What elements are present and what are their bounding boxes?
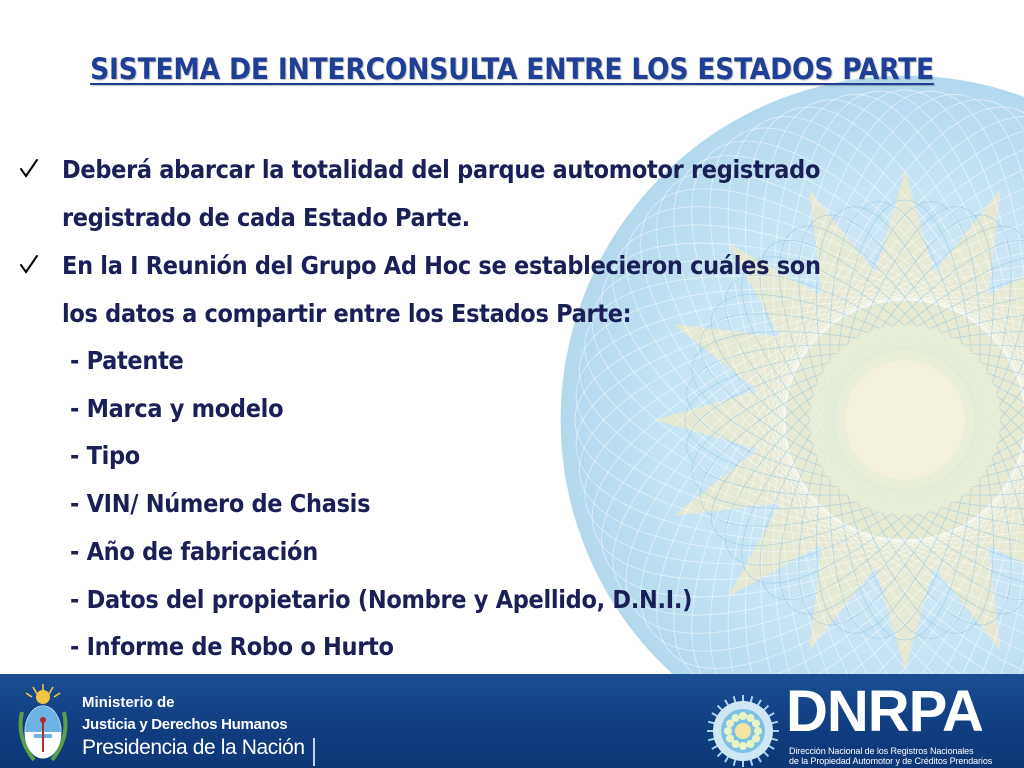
dnrpa-subtitle-line-2: de la Propiedad Automotor y de Créditos Prendarios: [789, 756, 993, 766]
bullet-1-line-2: registrado de cada Estado Parte.: [62, 203, 470, 232]
presidencia-label: Presidencia de la Nación: [82, 736, 305, 759]
footer-band: [0, 674, 1024, 768]
sun-emblem-icon: [706, 694, 780, 768]
slide-title: SISTEMA DE INTERCONSULTA ENTRE LOS ESTADOS PARTE: [90, 52, 934, 86]
ministry-label-line-1: Ministerio de: [82, 694, 175, 711]
bullet-1-line-1: Deberá abarcar la totalidad del parque automotor registrado: [62, 155, 821, 184]
ministry-label-line-2: Justicia y Derechos Humanos: [82, 716, 288, 733]
bullet-2-line-2: los datos a compartir entre los Estados Parte:: [62, 299, 632, 328]
data-item-propietario: - Datos del propietario (Nombre y Apellido, D.N.I.): [70, 585, 693, 614]
data-item-anio: - Año de fabricación: [70, 537, 318, 566]
data-item-vin: - VIN/ Número de Chasis: [70, 489, 371, 518]
data-item-patente: - Patente: [70, 346, 184, 375]
argentina-coat-of-arms-icon: [14, 682, 72, 766]
checkmark-icon: [18, 253, 40, 277]
data-item-robo: - Informe de Robo o Hurto: [70, 632, 394, 661]
dnrpa-subtitle-line-1: Dirección Nacional de los Registros Nacionales: [789, 746, 974, 756]
dnrpa-logo-wordmark: DNRPA: [786, 679, 983, 744]
bullet-2-line-1: En la I Reunión del Grupo Ad Hoc se establecieron cuáles son: [62, 251, 821, 280]
data-item-marca: - Marca y modelo: [70, 394, 284, 423]
checkmark-icon: [18, 157, 40, 181]
footer-divider: [313, 738, 315, 766]
data-item-tipo: - Tipo: [70, 441, 140, 470]
